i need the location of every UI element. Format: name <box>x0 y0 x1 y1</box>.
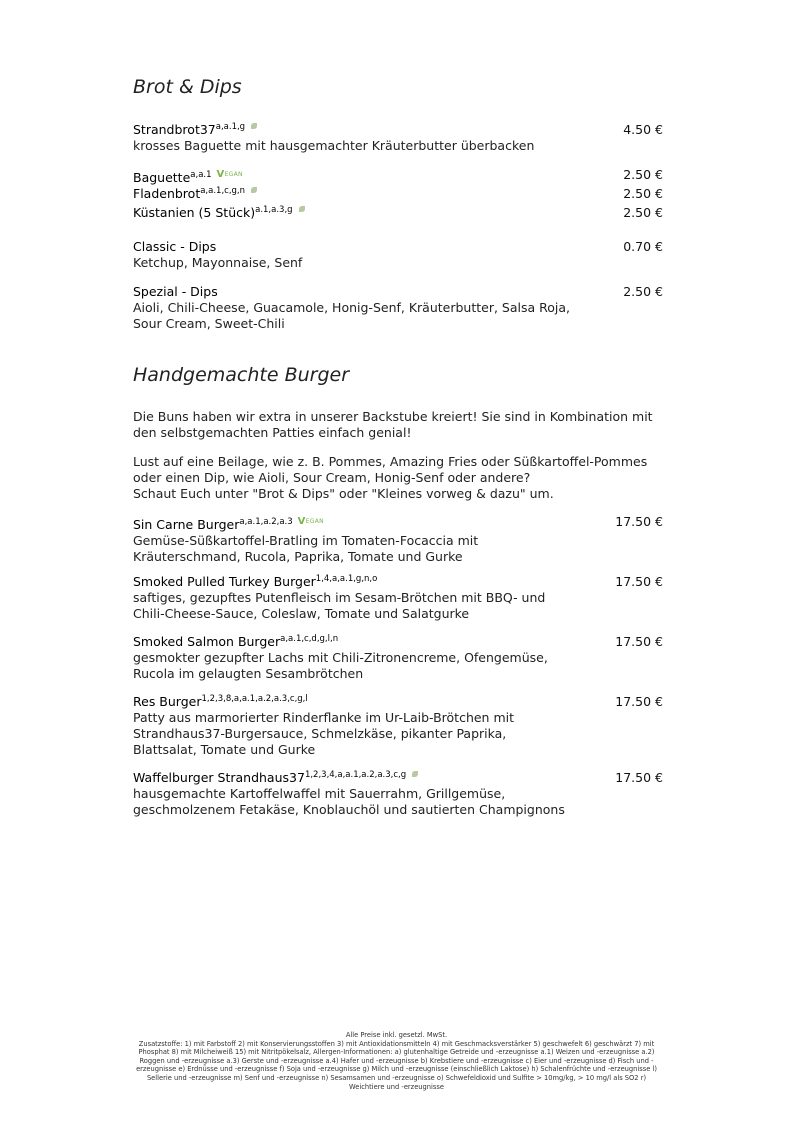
item-price: 17.50 € <box>615 770 663 785</box>
footer-notes <box>133 1031 660 1091</box>
burger-intro-1: Die Buns haben wir extra in unserer Backstube kreiert! Sie sind in Kombination mit den selbstgemachten Patties einfach genial! <box>133 409 653 440</box>
item-name: Strandbrot37 <box>133 122 216 137</box>
item-name: Classic - Dips <box>133 239 217 254</box>
burger-intro-3: Schaut Euch unter "Brot & Dips" oder "Kleines vorweg & dazu" um. <box>133 486 554 501</box>
item-price: 2.50 € <box>623 167 663 182</box>
section-title-burger: Handgemachte Burger <box>133 364 350 386</box>
menu-item <box>133 694 663 758</box>
menu-item <box>133 186 663 202</box>
item-price: 2.50 € <box>623 284 663 299</box>
allergen-codes: 1,2,3,8,a,a.1,a.2,a.3,c,g,l <box>201 694 308 704</box>
allergen-codes: a,a.1 <box>190 170 212 180</box>
allergen-codes: a,a.1,c,g,n <box>200 186 246 196</box>
menu-item <box>133 770 663 818</box>
item-name: Res Burger <box>133 694 202 709</box>
item-name: Smoked Pulled Turkey Burger <box>133 574 316 589</box>
item-price: 2.50 € <box>623 186 663 201</box>
item-description: Gemüse-Süßkartoffel-Bratling im Tomaten-Focaccia mit Kräuterschmand, Rucola, Paprika, Tomate und Gurke <box>133 533 479 564</box>
item-price: 17.50 € <box>615 694 663 709</box>
item-description: gesmokter gezupfter Lachs mit Chili-Zitronencreme, Ofengemüse, Rucola im gelaugten Sesambrötchen <box>133 650 548 681</box>
menu-item <box>133 205 663 221</box>
item-description: saftiges, gezupftes Putenfleisch im Sesam-Brötchen mit BBQ- und Chili-Cheese-Sauce, Coleslaw, Tomate und Salatgurke <box>133 590 546 621</box>
vegan-badge-icon: VEGAN <box>216 169 243 180</box>
item-description: hausgemachte Kartoffelwaffel mit Sauerrahm, Grillgemüse, geschmolzenem Fetakäse, Knoblauchöl und sautierten Champignons <box>133 786 565 817</box>
menu-item <box>133 167 663 186</box>
menu-item <box>133 574 663 622</box>
burger-intro-2: Lust auf eine Beilage, wie z. B. Pommes, Amazing Fries oder Süßkartoffel-Pommes oder einen Dip, wie Aioli, Sour Cream, Honig-Senf oder andere? <box>133 454 648 485</box>
leaf-icon <box>412 771 418 777</box>
item-description: Ketchup, Mayonnaise, Senf <box>133 255 303 270</box>
vegan-badge-icon: VEGAN <box>297 516 324 527</box>
item-name: Fladenbrot <box>133 186 201 201</box>
section-title-brot: Brot & Dips <box>133 76 242 98</box>
item-price: 17.50 € <box>615 514 663 529</box>
item-name: Waffelburger Strandhaus37 <box>133 770 305 785</box>
leaf-icon <box>299 206 305 212</box>
allergen-codes: 1,4,a,a.1,g,n,o <box>315 574 378 584</box>
menu-item <box>133 284 663 332</box>
allergen-codes: a,a.1,c,d,g,l,n <box>280 634 339 644</box>
menu-item <box>133 122 663 154</box>
allergen-codes: a.1,a.3,g <box>255 205 293 215</box>
leaf-icon <box>251 187 257 193</box>
allergen-codes: 1,2,3,4,a,a.1,a.2,a.3,c,g <box>304 770 407 780</box>
leaf-icon <box>251 123 257 129</box>
menu-item <box>133 634 663 682</box>
item-price: 0.70 € <box>623 239 663 254</box>
item-price: 17.50 € <box>615 574 663 589</box>
item-price: 2.50 € <box>623 205 663 220</box>
allergen-codes: a,a.1,g <box>215 122 246 132</box>
item-name: Spezial - Dips <box>133 284 218 299</box>
item-price: 4.50 € <box>623 122 663 137</box>
item-description: krosses Baguette mit hausgemachter Kräuterbutter überbacken <box>133 138 535 153</box>
item-name: Baguette <box>133 170 191 185</box>
item-name: Sin Carne Burger <box>133 517 240 532</box>
menu-item <box>133 514 663 565</box>
allergen-codes: a,a.1,a.2,a.3 <box>239 517 293 527</box>
item-name: Smoked Salmon Burger <box>133 634 281 649</box>
footer-allergen-info: Zusatzstoffe: 1) mit Farbstoff 2) mit Konservierungsstoffen 3) mit Antioxidationsmitteln 4) mit Geschmacksverstärker 5) geschwefelt 6) geschwärzt 7) mit Phosphat 8) mit Milcheiweiß 15) mit Nitritpökelsalz, Allergen-Informationen: a) glutenhaltige Getreide und -erzeugnisse a.1) Weizen und -erzeugnisse a.2) Roggen und -erzeugnisse a.3) Gerste und -erzeugnisse a.4) Hafer und -erzeugnisse b) Krebstiere und -erzeugnisse c) Eier und -erzeugnisse d) Fisch und -erzeugnisse e) Erdnüsse und -erzeugnisse f) Soja und -erzeugnisse g) Milch und -erzeugnisse (einschließlich Laktose) h) Schalenfrüchte und -erzeugnisse l) Sellerie und -erzeugnisse m) Senf und -erzeugnisse n) Sesamsamen und -erzeugnisse o) Schwefeldioxid und Sulfite > 10mg/kg, > 10 mg/l als SO2 r) Weichtiere und -erzeugnisse <box>136 1039 657 1091</box>
footer-price-note: Alle Preise inkl. gesetzl. MwSt. <box>345 1031 448 1039</box>
item-description: Aioli, Chili-Cheese, Guacamole, Honig-Senf, Kräuterbutter, Salsa Roja, Sour Cream, Sweet-Chili <box>133 300 571 331</box>
item-description: Patty aus marmorierter Rinderflanke im Ur-Laib-Brötchen mit Strandhaus37-Burgersauce, Schmelzkäse, pikanter Paprika, Blattsalat, Tomate und Gurke <box>133 710 514 757</box>
item-name: Küstanien (5 Stück) <box>133 205 256 220</box>
menu-item <box>133 239 663 271</box>
item-price: 17.50 € <box>615 634 663 649</box>
